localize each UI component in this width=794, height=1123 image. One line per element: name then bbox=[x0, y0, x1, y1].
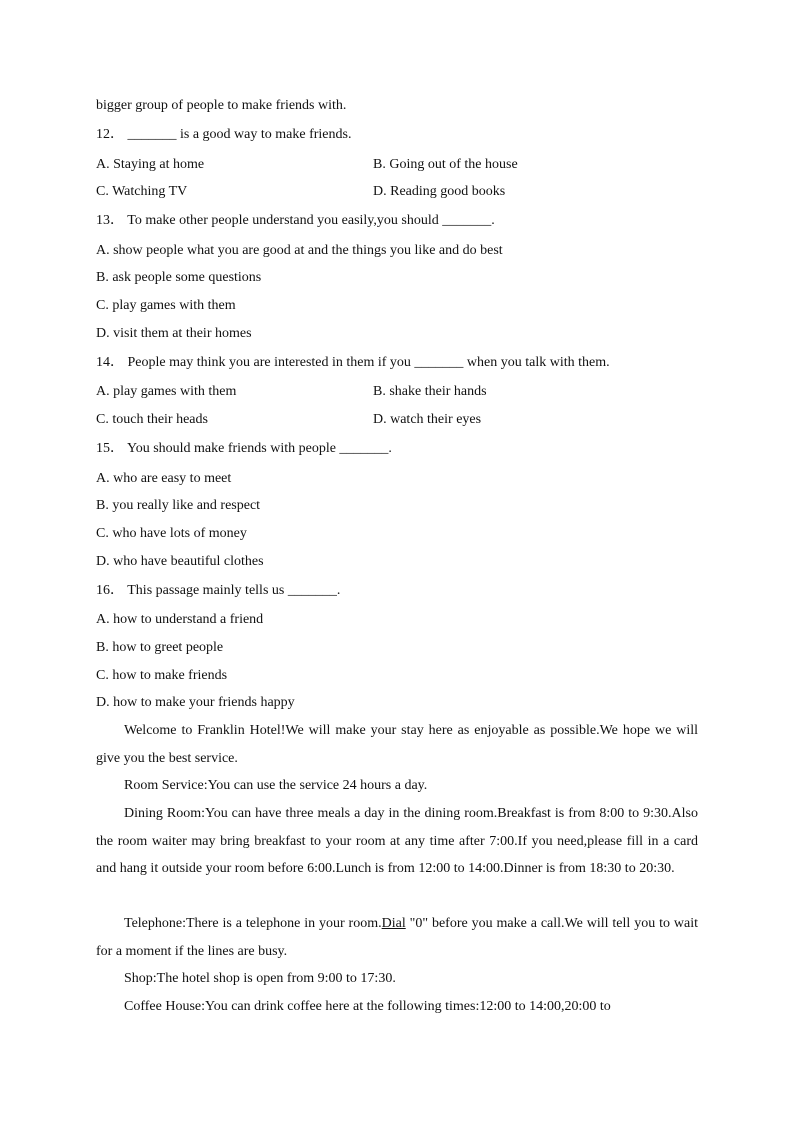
q13-option-b: B. ask people some questions bbox=[96, 270, 262, 285]
question-16-stem: 16． This passage mainly tells us _______. bbox=[96, 583, 341, 598]
q13-option-d: D. visit them at their homes bbox=[96, 326, 252, 341]
q12-option-a: A. Staying at home bbox=[96, 157, 205, 172]
q16-option-a: A. how to understand a friend bbox=[96, 612, 264, 627]
q15-option-a: A. who are easy to meet bbox=[96, 471, 232, 486]
q14-option-d: D. watch their eyes bbox=[373, 412, 482, 427]
telephone-text-after: "0" before you make a call.We will tell you to wait for a moment if the lines are busy. bbox=[96, 916, 698, 959]
question-14-stem: 14． People may think you are interested in them if you _______ when you talk with them. bbox=[96, 355, 610, 370]
question-15-stem: 15． You should make friends with people _______. bbox=[96, 441, 392, 456]
q14-option-a: A. play games with them bbox=[96, 384, 237, 399]
passage-shop: Shop:The hotel shop is open from 9:00 to 17:30. bbox=[124, 971, 396, 986]
question-12-stem: 12． _______ is a good way to make friends. bbox=[96, 127, 352, 142]
q13-option-c: C. play games with them bbox=[96, 298, 236, 313]
q15-option-b: B. you really like and respect bbox=[96, 498, 261, 513]
telephone-text-before: Telephone:There is a telephone in your room. bbox=[124, 916, 382, 931]
q14-option-c: C. touch their heads bbox=[96, 412, 208, 427]
passage-fragment: bigger group of people to make friends with. bbox=[96, 98, 347, 113]
q12-option-b: B. Going out of the house bbox=[373, 157, 518, 172]
passage-room-service: Room Service:You can use the service 24 hours a day. bbox=[124, 778, 428, 793]
q12-option-c: C. Watching TV bbox=[96, 184, 188, 199]
q16-option-d: D. how to make your friends happy bbox=[96, 695, 295, 710]
passage-welcome-text: Welcome to Franklin Hotel!We will make your stay here as enjoyable as possible.We hope we will give you the best service. bbox=[96, 723, 698, 766]
passage-welcome bbox=[96, 717, 698, 772]
passage-dining-text: Dining Room:You can have three meals a day in the dining room.Breakfast is from 8:00 to 9:30.Also the room waiter may bring breakfast to your room at any time after 7:00.If you need,please fill in a card and hang it outside your room before 6:00.Lunch is from 12:00 to 14:00.Dinner is from 18:30 to 20:30. bbox=[96, 806, 698, 877]
q15-option-d: D. who have beautiful clothes bbox=[96, 554, 264, 569]
q16-option-b: B. how to greet people bbox=[96, 640, 224, 655]
passage-dining bbox=[96, 800, 698, 883]
passage-coffee-text: Coffee House:You can drink coffee here at the following times:12:00 to 14:00,20:00 to bbox=[124, 999, 611, 1014]
question-13-stem: 13． To make other people understand you easily,you should _______. bbox=[96, 213, 495, 228]
q16-option-c: C. how to make friends bbox=[96, 668, 228, 683]
passage-telephone bbox=[96, 910, 698, 965]
q13-option-a: A. show people what you are good at and the things you like and do best bbox=[96, 243, 503, 258]
q15-option-c: C. who have lots of money bbox=[96, 526, 247, 541]
passage-coffee bbox=[96, 993, 698, 1021]
q12-option-d: D. Reading good books bbox=[373, 184, 506, 199]
q14-option-b: B. shake their hands bbox=[373, 384, 487, 399]
underlined-word-dial: Dial bbox=[381, 916, 406, 931]
